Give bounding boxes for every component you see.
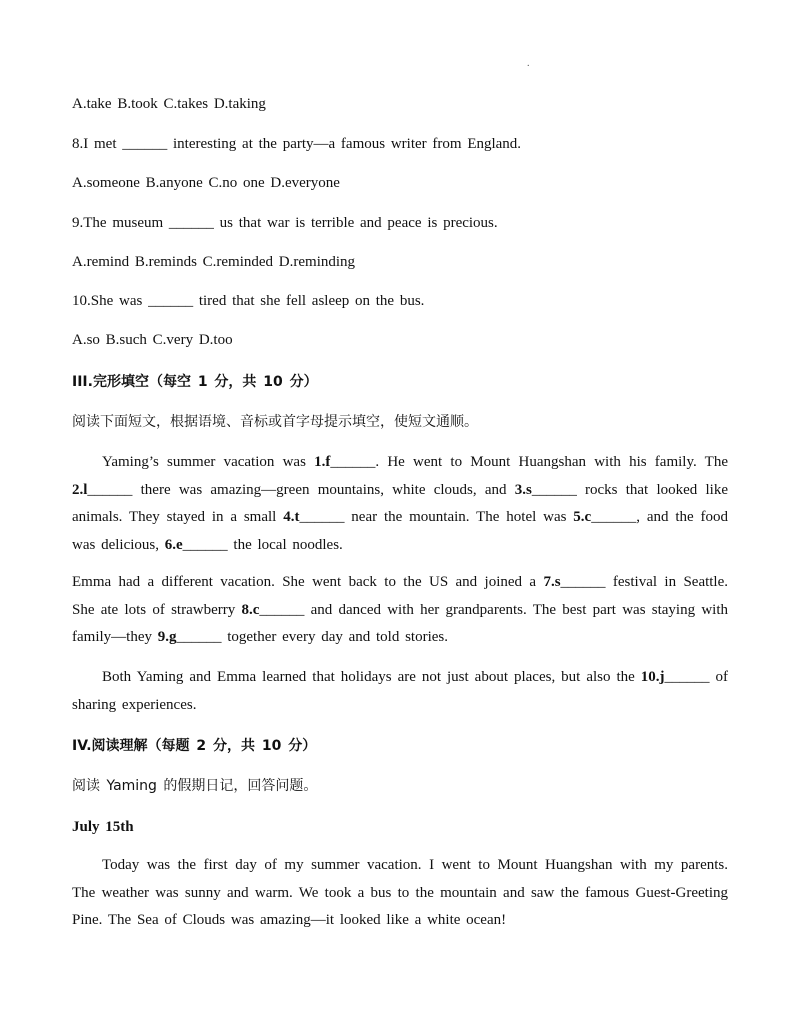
blank-cue: 9.g	[157, 629, 177, 645]
blank-cue: 4.t	[283, 509, 300, 525]
blank-cue: 2.l	[72, 481, 88, 498]
paragraph-text: ______ of sharing experiences.	[72, 669, 728, 713]
diary-text: Today was the first day of my summer vacation. I went to Mount Huangshan with my parents. The weather was sunny and warm. We took a bus to the mountain and saw the famous Guest-Greeting Pine. The Sea of Clouds was amazing—it looked like a white ocean!	[72, 857, 728, 928]
cloze-paragraph-3	[72, 664, 728, 719]
cloze-paragraph-1	[72, 449, 728, 559]
blank-cue: 5.c	[573, 509, 592, 525]
paragraph-text: ______ there was amazing—green mountains, white clouds, and	[87, 481, 515, 498]
section-3-title: III.完形填空（每空 1 分，共 10 分）	[72, 374, 318, 390]
cloze-paragraph-2	[72, 569, 728, 652]
paragraph-text: ______ together every day and told stories.	[176, 629, 449, 645]
paragraph-text: ______ the local noodles.	[182, 536, 343, 553]
paragraph-text: ______ and danced with her grandparents. The best part was staying with family—they	[72, 601, 728, 645]
section-4-title: IV.阅读理解（每题 2 分，共 10 分）	[72, 738, 317, 754]
blank-cue: 3.s	[514, 481, 532, 498]
question-8-options: A.someone B.anyone C.no one D.everyone	[72, 175, 340, 191]
blank-cue: 10.j	[640, 669, 665, 685]
blank-cue: 8.c	[241, 601, 260, 618]
question-10: 10.She was ______ tired that she fell asleep on the bus.	[72, 293, 425, 309]
question-9: 9.The museum ______ us that war is terrible and peace is precious.	[72, 215, 498, 231]
paragraph-text: ______ rocks that looked like animals. They stayed in a small	[72, 481, 728, 525]
paragraph-text: ______, and the food was delicious,	[72, 509, 728, 553]
paragraph-text: ______. He went to Mount Huangshan with his family. The	[330, 454, 728, 470]
diary-date: July 15th	[72, 819, 134, 835]
paragraph-text: Yaming’s summer vacation was	[102, 454, 315, 470]
question-8: 8.I met ______ interesting at the party—a famous writer from England.	[72, 136, 522, 152]
paragraph-text: Emma had a different vacation. She went back to the US and joined a	[72, 574, 544, 590]
paragraph-text: ______ near the mountain. The hotel was	[299, 509, 574, 525]
paragraph-text: ______ festival in Seattle. She ate lots of strawberry	[72, 574, 729, 618]
blank-cue: 1.f	[314, 454, 331, 470]
question-10-options: A.so B.such C.very D.too	[72, 332, 233, 348]
blank-cue: 6.e	[164, 536, 183, 553]
paragraph-text: Both Yaming and Emma learned that holidays are not just about places, but also the	[102, 669, 641, 685]
question-7-options: A.take B.took C.takes D.taking	[72, 96, 266, 112]
page-mark: .	[527, 58, 530, 69]
section-4-instruction: 阅读 Yaming 的假期日记，回答问题。	[72, 778, 318, 794]
blank-cue: 7.s	[543, 574, 561, 590]
question-9-options: A.remind B.reminds C.reminded D.reminding	[72, 254, 356, 270]
section-3-instruction: 阅读下面短文，根据语境、音标或首字母提示填空，使短文通顺。	[72, 414, 478, 430]
